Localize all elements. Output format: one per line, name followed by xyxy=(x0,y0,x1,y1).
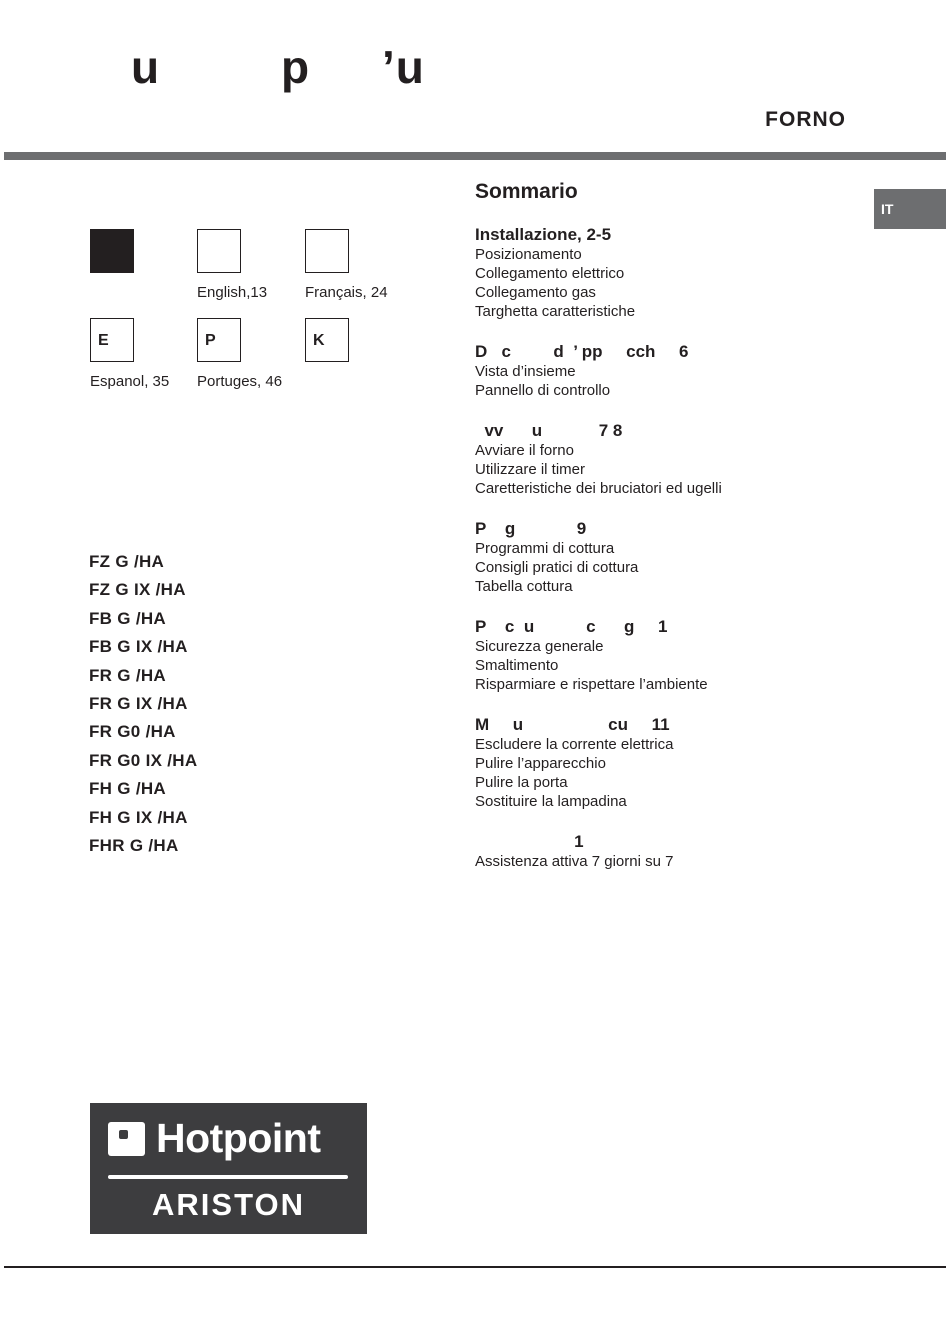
language-label-english[interactable]: English,13 xyxy=(197,284,268,301)
model-item: FR G IX /HA xyxy=(89,693,188,713)
toc-item[interactable]: Tabella cottura xyxy=(475,578,573,595)
page-title-part: p xyxy=(281,41,311,93)
toc-item[interactable]: Sostituire la lampadina xyxy=(475,793,627,810)
toc-item[interactable]: Sicurezza generale xyxy=(475,638,604,655)
table-of-contents xyxy=(475,178,855,891)
language-box-english[interactable] xyxy=(197,229,241,273)
toc-heading[interactable]: vv u 7 8 xyxy=(475,421,623,440)
language-label-french[interactable]: Français, 24 xyxy=(305,284,388,301)
toc-item[interactable]: Assistenza attiva 7 giorni su 7 xyxy=(475,853,674,870)
toc-section-installation xyxy=(475,224,855,321)
toc-title: Sommario xyxy=(475,180,578,203)
model-item: FB G IX /HA xyxy=(89,637,188,657)
toc-section-assistance xyxy=(475,831,855,871)
toc-item[interactable]: Escludere la corrente elettrica xyxy=(475,736,674,753)
model-list xyxy=(89,548,197,860)
model-item: FR G0 IX /HA xyxy=(89,750,198,770)
toc-item[interactable]: Consigli pratici di cottura xyxy=(475,559,639,576)
toc-heading[interactable]: P c u c g 1 xyxy=(475,617,668,636)
toc-section-description xyxy=(475,341,855,400)
model-item: FR G0 /HA xyxy=(89,722,176,742)
toc-item[interactable]: Pulire la porta xyxy=(475,774,568,791)
toc-item[interactable]: Risparmiare e rispettare l’ambiente xyxy=(475,676,708,693)
page-title xyxy=(0,42,950,92)
toc-item[interactable]: Pannello di controllo xyxy=(475,382,611,399)
toc-item[interactable]: Pulire l’apparecchio xyxy=(475,755,606,772)
toc-section-maintenance xyxy=(475,714,855,811)
model-item: FB G /HA xyxy=(89,608,167,628)
model-item: FZ G /HA xyxy=(89,552,165,571)
model-item: FH G IX /HA xyxy=(89,807,188,827)
language-box-french[interactable] xyxy=(305,229,349,273)
language-box-spanish[interactable]: E xyxy=(90,318,134,362)
model-item: FZ G IX /HA xyxy=(89,580,186,600)
page-title-part: ’u xyxy=(382,41,425,93)
logo-wordmark-hotpoint: Hotpoint xyxy=(156,1115,321,1161)
model-item: FHR G /HA xyxy=(89,835,179,855)
toc-item[interactable]: Targhetta caratteristiche xyxy=(475,303,636,320)
language-box-portuguese[interactable]: P xyxy=(197,318,241,362)
toc-heading[interactable]: P g 9 xyxy=(475,519,587,538)
toc-item[interactable]: Posizionamento xyxy=(475,246,582,263)
logo-divider xyxy=(108,1175,348,1179)
bottom-divider xyxy=(4,1266,946,1268)
toc-section-start xyxy=(475,420,855,498)
toc-section-programs xyxy=(475,518,855,596)
toc-heading[interactable]: D c d ’ pp cch 6 xyxy=(475,342,689,361)
toc-heading[interactable]: 1 xyxy=(475,832,584,851)
toc-item[interactable]: Vista d’insieme xyxy=(475,363,576,380)
language-box-current[interactable] xyxy=(90,229,134,273)
toc-item[interactable]: Collegamento elettrico xyxy=(475,265,625,282)
logo-wordmark-ariston: ARISTON xyxy=(152,1187,305,1222)
hotpoint-ariston-logo xyxy=(90,1103,367,1234)
toc-item[interactable]: Programmi di cottura xyxy=(475,540,615,557)
toc-item[interactable]: Caretteristiche dei bruciatori ed ugelli xyxy=(475,480,722,497)
model-item: FH G /HA xyxy=(89,779,167,799)
toc-item[interactable]: Collegamento gas xyxy=(475,284,596,301)
toc-item[interactable]: Smaltimento xyxy=(475,657,559,674)
hotpoint-mark-dot xyxy=(119,1130,128,1139)
toc-heading[interactable]: Installazione, 2-5 xyxy=(475,225,612,244)
language-tab[interactable]: IT xyxy=(874,189,946,229)
hotpoint-mark-icon xyxy=(108,1122,145,1156)
toc-item[interactable]: Avviare il forno xyxy=(475,442,574,459)
language-label-spanish[interactable]: Espanol, 35 xyxy=(90,373,170,390)
top-divider xyxy=(4,152,946,160)
section-label: FORNO xyxy=(765,108,846,131)
model-item: FR G /HA xyxy=(89,665,167,685)
toc-item[interactable]: Utilizzare il timer xyxy=(475,461,586,478)
toc-section-precautions xyxy=(475,616,855,694)
page-title-part: u xyxy=(131,41,161,93)
language-label-portuguese[interactable]: Portuges, 46 xyxy=(197,373,283,390)
toc-heading[interactable]: M u cu 11 xyxy=(475,715,670,734)
language-box-k[interactable]: K xyxy=(305,318,349,362)
